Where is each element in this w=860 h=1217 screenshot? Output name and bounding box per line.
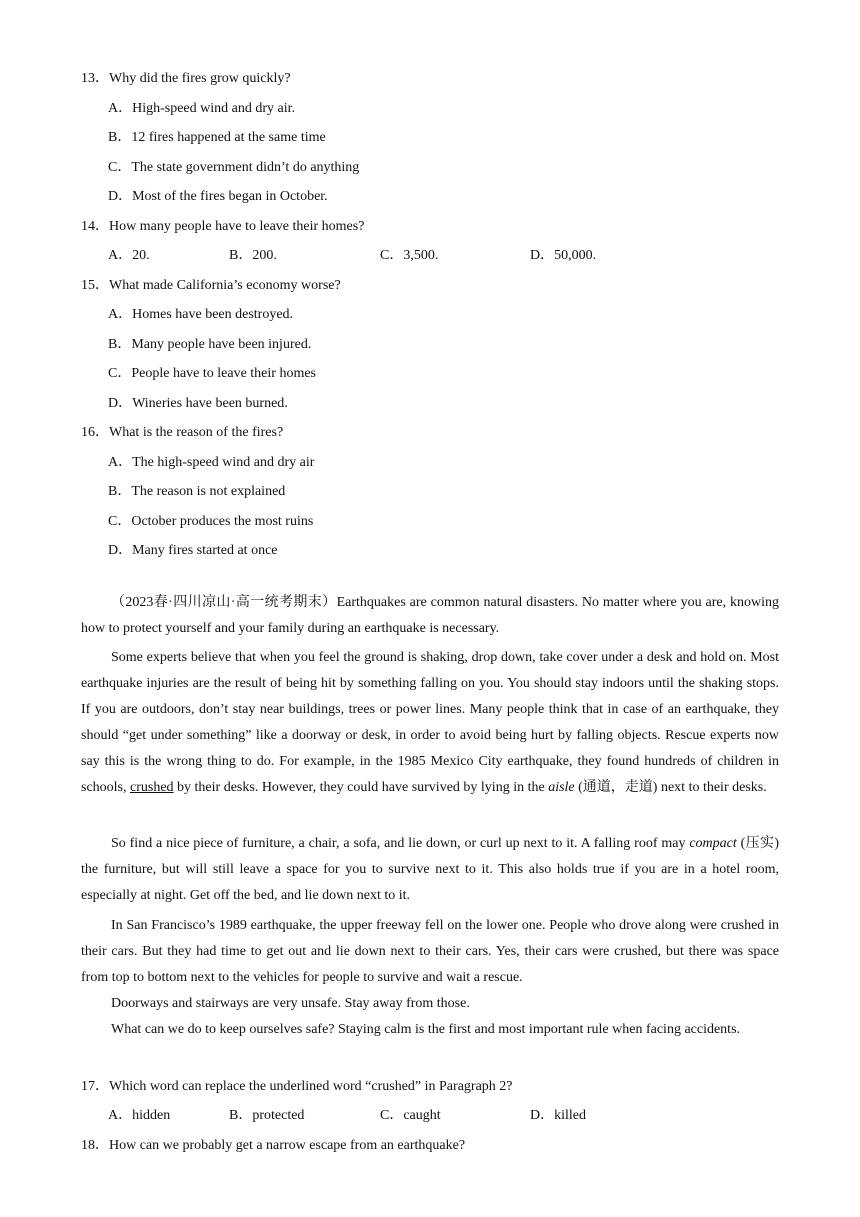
question-16 xyxy=(81,421,283,441)
paragraph-text: (压实) the furniture, but will still leave a space for you to survive next to it. This also holds true if you are in a hotel room, especially at night. Get off the bed, and lie down next to it. xyxy=(81,836,779,903)
option-16-a[interactable]: A．The high-speed wind and dry air xyxy=(108,455,315,470)
passage-source: （2023春·四川凉山·高一统考期末） xyxy=(111,595,337,610)
passage-paragraph-1 xyxy=(81,590,779,642)
option-14-a[interactable]: A．20. xyxy=(108,248,150,263)
option-13-d[interactable]: D．Most of the fires began in October. xyxy=(108,189,328,204)
option-13-c[interactable]: C．The state government didn’t do anything xyxy=(108,160,360,175)
paragraph-text: Some experts believe that when you feel the ground is shaking, drop down, take cover under a desk and hold on. Most earthquake injuries are the result of being hit by something falling on you. You should stay indoors until the shaking stops. If you are outdoors, don’t stay near buildings, trees or power lines. Many people think that in case of an earthquake, they should “get under something” like a doorway or desk, in order to avoid being hurt by falling objects. Rescue experts now say this is the wrong thing to do. For example, in the 1985 Mexico City earthquake, they found hundreds of children in schools, xyxy=(81,650,779,795)
question-18 xyxy=(81,1134,465,1154)
question-text: Why did the fires grow quickly? xyxy=(109,71,291,86)
passage-paragraph-6: What can we do to keep ourselves safe? Staying calm is the first and most important rule when facing accidents. xyxy=(111,1022,741,1037)
question-number: 17． xyxy=(81,1079,109,1094)
italic-word: aisle xyxy=(548,780,575,795)
question-number: 16． xyxy=(81,425,109,440)
question-13 xyxy=(81,67,291,87)
question-15 xyxy=(81,274,341,294)
question-number: 14． xyxy=(81,219,109,234)
option-16-b[interactable]: B．The reason is not explained xyxy=(108,484,286,499)
paragraph-text: Earthquakes are common natural disasters. No matter where you are, knowing how to protect yourself and your family during an earthquake is necessary. xyxy=(81,595,779,636)
question-text: What is the reason of the fires? xyxy=(109,425,284,440)
option-15-a[interactable]: A．Homes have been destroyed. xyxy=(108,307,294,322)
paragraph-text: (通道，走道) next to their desks. xyxy=(574,780,767,795)
option-15-c[interactable]: C．People have to leave their homes xyxy=(108,366,316,381)
option-13-b[interactable]: B．12 fires happened at the same time xyxy=(108,130,326,145)
option-17-d[interactable]: D．killed xyxy=(530,1108,586,1123)
question-text: How can we probably get a narrow escape from an earthquake? xyxy=(109,1138,466,1153)
underlined-word: crushed xyxy=(130,780,174,795)
question-17 xyxy=(81,1075,513,1095)
paragraph-text: So find a nice piece of furniture, a chair, a sofa, and lie down, or curl up next to it. A falling roof may xyxy=(111,836,690,851)
passage-paragraph-4: In San Francisco’s 1989 earthquake, the upper freeway fell on the lower one. People who drove along were crushed in their cars. But they had time to get out and lie down next to their cars. Yes, their cars were crushed, but there was space from top to bottom next to the vehicles for people to survive and wait a rescue. xyxy=(81,918,779,985)
passage-paragraph-3 xyxy=(81,831,779,909)
passage-paragraph-2 xyxy=(81,645,779,801)
option-14-c[interactable]: C．3,500. xyxy=(380,248,439,263)
option-14-b[interactable]: B．200. xyxy=(229,248,277,263)
paragraph-text: by their desks. However, they could have survived by lying in the xyxy=(173,780,549,795)
question-14 xyxy=(81,215,364,235)
question-text: Which word can replace the underlined word “crushed” in Paragraph 2? xyxy=(109,1079,513,1094)
italic-word: compact xyxy=(689,836,737,851)
question-text: How many people have to leave their homes? xyxy=(109,219,365,234)
option-16-d[interactable]: D．Many fires started at once xyxy=(108,543,278,558)
option-15-d[interactable]: D．Wineries have been burned. xyxy=(108,396,288,411)
question-number: 13． xyxy=(81,71,109,86)
question-text: What made California’s economy worse? xyxy=(109,278,341,293)
option-17-c[interactable]: C．caught xyxy=(380,1108,441,1123)
question-number: 15． xyxy=(81,278,109,293)
option-14-d[interactable]: D．50,000. xyxy=(530,248,597,263)
option-17-a[interactable]: A．hidden xyxy=(108,1108,171,1123)
question-number: 18． xyxy=(81,1138,109,1153)
option-17-b[interactable]: B．protected xyxy=(229,1108,305,1123)
passage-paragraph-5: Doorways and stairways are very unsafe. Stay away from those. xyxy=(111,996,470,1011)
option-13-a[interactable]: A．High-speed wind and dry air. xyxy=(108,101,296,116)
option-15-b[interactable]: B．Many people have been injured. xyxy=(108,337,312,352)
option-16-c[interactable]: C．October produces the most ruins xyxy=(108,514,314,529)
